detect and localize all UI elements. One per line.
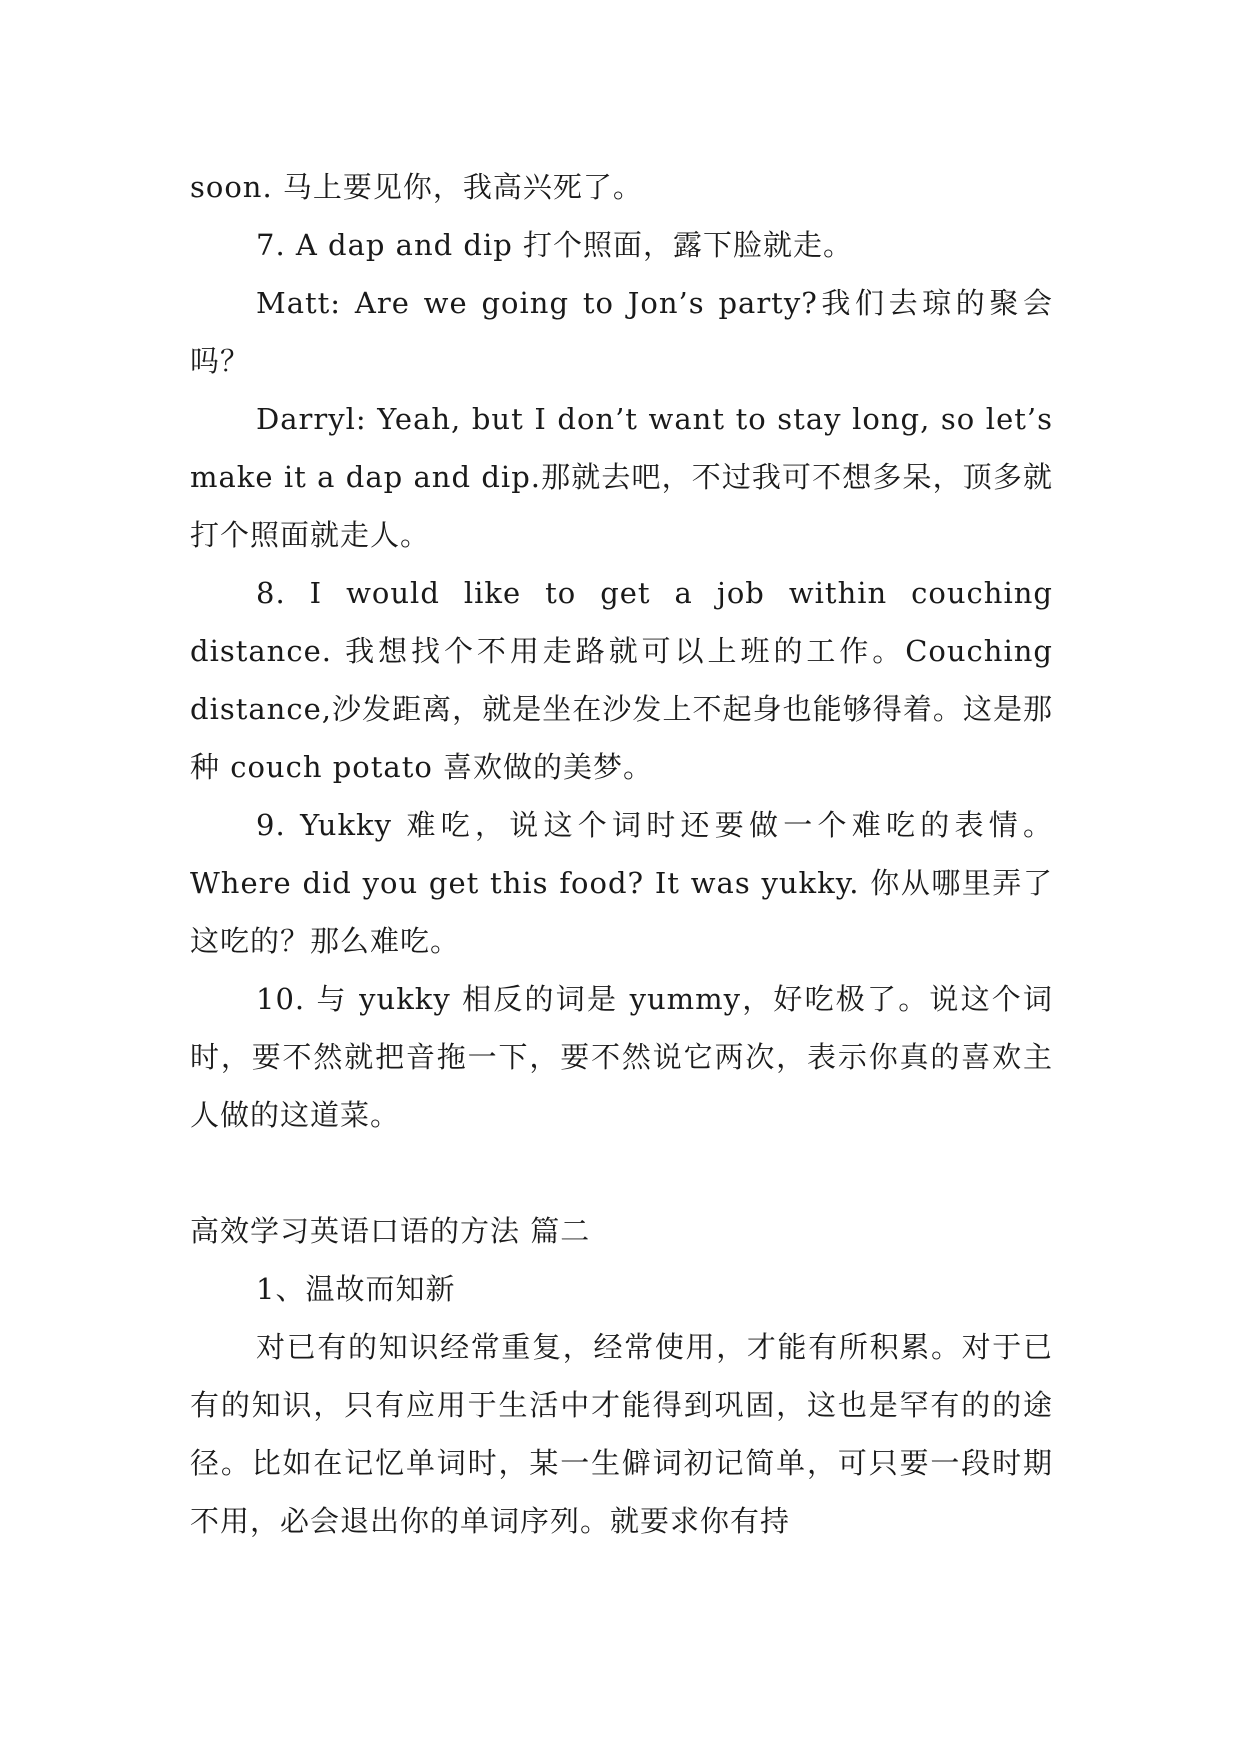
paragraph-dialogue-darryl: Darryl: Yeah, but I don’t want to stay long, so let’s make it a dap and dip.那就去吧，不过我可不想多呆，顶多就打个照面就走人。 (190, 402, 1053, 552)
text-column (190, 158, 1053, 1550)
section-subheading: 1、温故而知新 (256, 1272, 456, 1306)
section-heading: 高效学习英语口语的方法 篇二 (190, 1214, 591, 1248)
paragraph-dialogue-matt: Matt: Are we going to Jon’s party?我们去琼的聚会吗？ (190, 286, 1053, 378)
section-body: 对已有的知识经常重复，经常使用，才能有所积累。对于已有的知识，只有应用于生活中才能得到巩固，这也是罕有的的途径。比如在记忆单词时，某一生僻词初记简单，可只要一段时期不用，必会退出你的单词序列。就要求你有持 (190, 1330, 1053, 1538)
paragraph-continuation: soon. 马上要见你，我高兴死了。 (190, 170, 643, 204)
paragraph-item-7: 7. A dap and dip 打个照面，露下脸就走。 (256, 228, 854, 262)
paragraph-item-10: 10. 与 yukky 相反的词是 yummy，好吃极了。说这个词时，要不然就把音拖一下，要不然说它两次，表示你真的喜欢主人做的这道菜。 (190, 982, 1053, 1132)
paragraph-item-8: 8. I would like to get a job within couching distance. 我想找个不用走路就可以上班的工作。Couching distance,沙发距离，就是坐在沙发上不起身也能够得着。这是那种 couch potato 喜欢做的美梦。 (190, 576, 1053, 784)
section-spacer (190, 1144, 1053, 1202)
paragraph-item-9: 9. Yukky 难吃，说这个词时还要做一个难吃的表情。Where did you get this food? It was yukky. 你从哪里弄了这吃的？那么难吃。 (190, 808, 1053, 958)
